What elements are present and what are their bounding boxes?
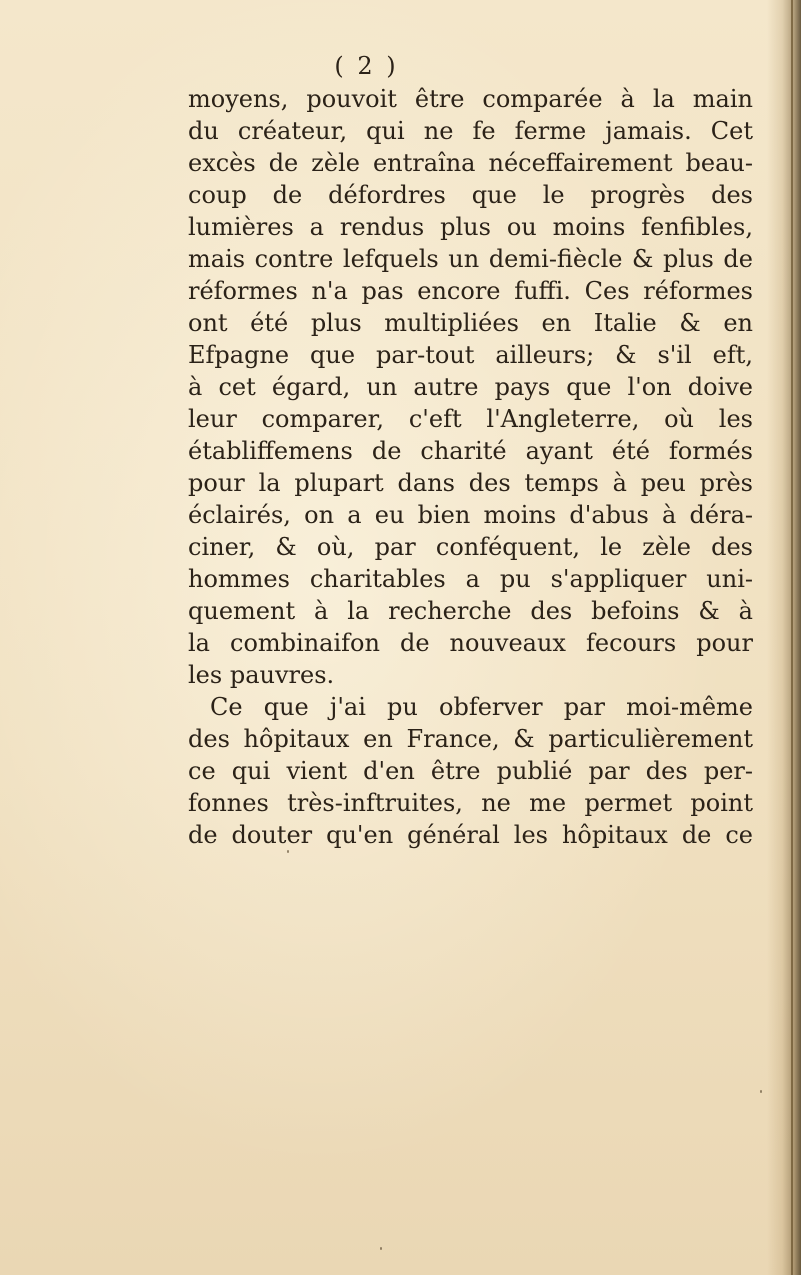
text-line: Efpagne que par-tout ailleurs; & s'il eft, xyxy=(188,341,753,369)
text-line: ce qui vient d'en être publié par des per- xyxy=(188,757,753,785)
text-line: la combinaifon de nouveaux fecours pour xyxy=(188,629,753,657)
text-line: hommes charitables a pu s'appliquer uni- xyxy=(188,565,753,593)
paper-speck xyxy=(287,850,289,853)
page-text xyxy=(188,83,753,851)
text-line: à cet égard, un autre pays que l'on doive xyxy=(188,373,753,401)
text-line: ciner, & où, par conféquent, le zèle des xyxy=(188,533,753,561)
text-line: de douter qu'en général les hôpitaux de ce xyxy=(188,821,753,849)
text-line: coup de défordres que le progrès des xyxy=(188,181,753,209)
text-line: du créateur, qui ne fe ferme jamais. Cet xyxy=(188,117,753,145)
text-line: pour la plupart dans des temps à peu près xyxy=(188,469,753,497)
text-line: mais contre lefquels un demi-fiècle & plus de xyxy=(188,245,753,273)
text-line: moyens, pouvoit être comparée à la main xyxy=(188,85,753,113)
page-edge-shadow xyxy=(767,0,801,1275)
paper-speck xyxy=(380,1247,382,1250)
text-line: leur comparer, c'eft l'Angleterre, où les xyxy=(188,405,753,433)
text-line: établiffemens de charité ayant été formés xyxy=(188,437,753,465)
page-edge-line xyxy=(791,0,793,1275)
text-line: Ce que j'ai pu obferver par moi-même xyxy=(210,693,753,721)
text-line: ont été plus multipliées en Italie & en xyxy=(188,309,753,337)
text-line: lumières a rendus plus ou moins fenfibles, xyxy=(188,213,753,241)
text-line: excès de zèle entraîna néceffairement beau- xyxy=(188,149,753,177)
paper-speck xyxy=(760,1090,762,1093)
text-line: les pauvres. xyxy=(188,661,335,689)
text-line: réformes n'a pas encore fuffi. Ces réformes xyxy=(188,277,753,305)
page-number: ( 2 ) xyxy=(334,52,399,80)
text-line: fonnes très-inftruites, ne me permet point xyxy=(188,789,753,817)
text-line: des hôpitaux en France, & particulièrement xyxy=(188,725,753,753)
text-line: quement à la recherche des befoins & à xyxy=(188,597,753,625)
text-line: éclairés, on a eu bien moins d'abus à déra- xyxy=(188,501,753,529)
